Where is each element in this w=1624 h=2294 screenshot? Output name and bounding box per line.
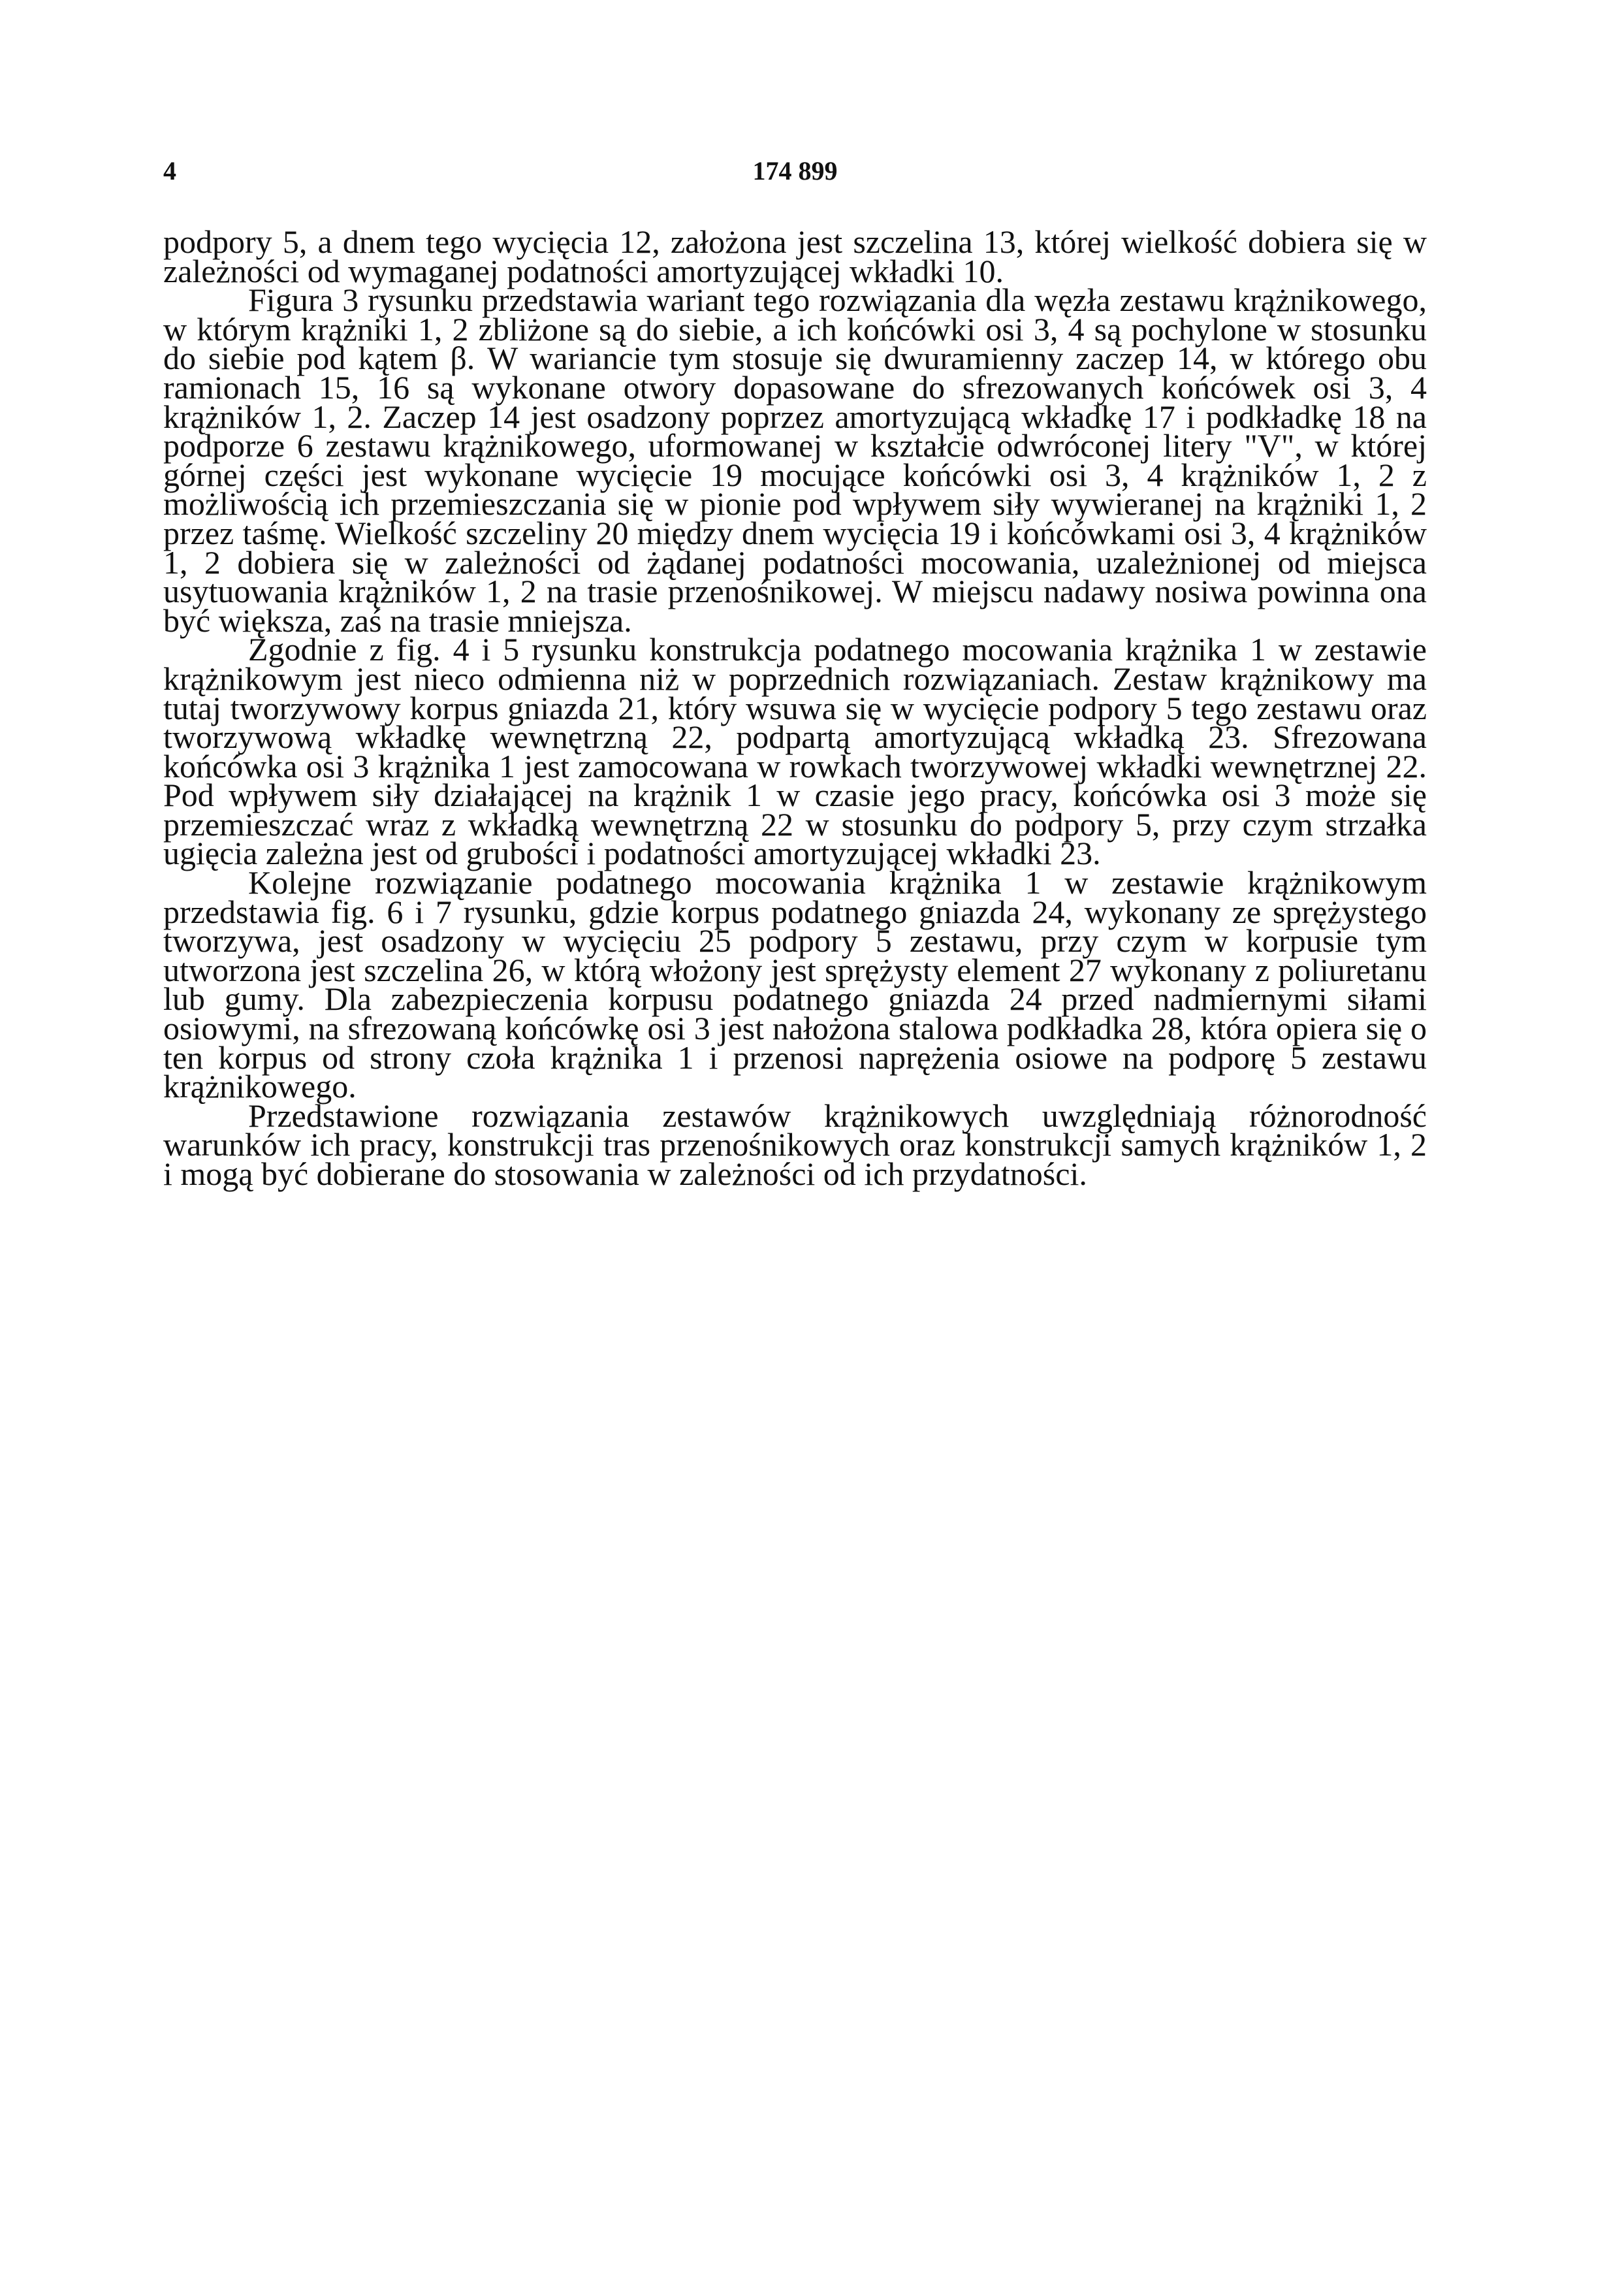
paragraph: Figura 3 rysunku przedstawia wariant tego rozwiązania dla węzła zestawu krążnikowego, w którym krążniki 1, 2 zbliżone są do siebie, a ich końcówki osi 3, 4 są pochylone w stosunku do siebie pod kątem β. W wariancie tym stosuje się dwuramienny zaczep 14, w którego obu ramionach 15, 16 są wykonane otwory dopasowane do sfrezowanych końcówek osi 3, 4 krążników 1, 2. Zaczep 14 jest osadzony poprzez amortyzującą wkładkę 17 i podkładkę 18 na podporze 6 zestawu krążnikowego, uformowanej w kształcie odwróconej litery "V", w której górnej części jest wykonane wycięcie 19 mocujące końcówki osi 3, 4 krążników 1, 2 z możliwością ich przemieszczania się w pionie pod wpływem siły wywieranej na krążniki 1, 2 przez taśmę. Wielkość szczeliny 20 między dnem wycięcia 19 i końcówkami osi 3, 4 krążników 1, 2 dobiera się w zależności od żądanej podatności mocowania, uzależnionej od miejsca usytuowania krążników 1, 2 na trasie przenośnikowej. W miejscu nadawy nosiwa powinna ona być większa, zaś na trasie mniejsza. <box>163 282 1427 639</box>
body-text <box>163 223 1427 1192</box>
page-number: 4 <box>163 156 176 186</box>
paragraph-continuation: podpory 5, a dnem tego wycięcia 12, założona jest szczelina 13, której wielkość dobiera się w zależności od wymaganej podatności amortyzującej wkładki 10. <box>163 223 1427 289</box>
paragraph: Kolejne rozwiązanie podatnego mocowania krążnika 1 w zestawie krążnikowym przedstawia fig. 6 i 7 rysunku, gdzie korpus podatnego gniazda 24, wykonany ze sprężystego tworzywa, jest osadzony w wycięciu 25 podpory 5 zestawu, przy czym w korpusie tym utworzona jest szczelina 26, w którą włożony jest sprężysty element 27 wykonany z poliuretanu lub gumy. Dla zabezpieczenia korpusu podatnego gniazda 24 przed nadmiernymi siłami osiowymi, na sfrezowaną końcówkę osi 3 jest nałożona stalowa podkładka 28, która opiera się o ten korpus od strony czoła krążnika 1 i przenosi naprężenia osiowe na podporę 5 zestawu krążnikowego. <box>163 864 1427 1105</box>
patent-number: 174 899 <box>752 156 838 186</box>
paragraph: Zgodnie z fig. 4 i 5 rysunku konstrukcja podatnego mocowania krążnika 1 w zestawie krążnikowym jest nieco odmienna niż w poprzednich rozwiązaniach. Zestaw krążnikowy ma tutaj tworzywowy korpus gniazda 21, który wsuwa się w wycięcie podpory 5 tego zestawu oraz tworzywową wkładkę wewnętrzną 22, podpartą amortyzującą wkładką 23. Sfrezowana końcówka osi 3 krążnika 1 jest zamocowana w rowkach tworzywowej wkładki wewnętrznej 22. Pod wpływem siły działającej na krążnik 1 w czasie jego pracy, końcówka osi 3 może się przemieszczać wraz z wkładką wewnętrzną 22 w stosunku do podpory 5, przy czym strzałka ugięcia zależna jest od grubości i podatności amortyzującej wkładki 23. <box>163 631 1427 872</box>
paragraph: Przedstawione rozwiązania zestawów krążnikowych uwzględniają różnorodność warunków ich pracy, konstrukcji tras przenośnikowych oraz konstrukcji samych krążników 1, 2 i mogą być dobierane do stosowania w zależności od ich przydatności. <box>163 1097 1427 1192</box>
page-header <box>163 152 1427 191</box>
